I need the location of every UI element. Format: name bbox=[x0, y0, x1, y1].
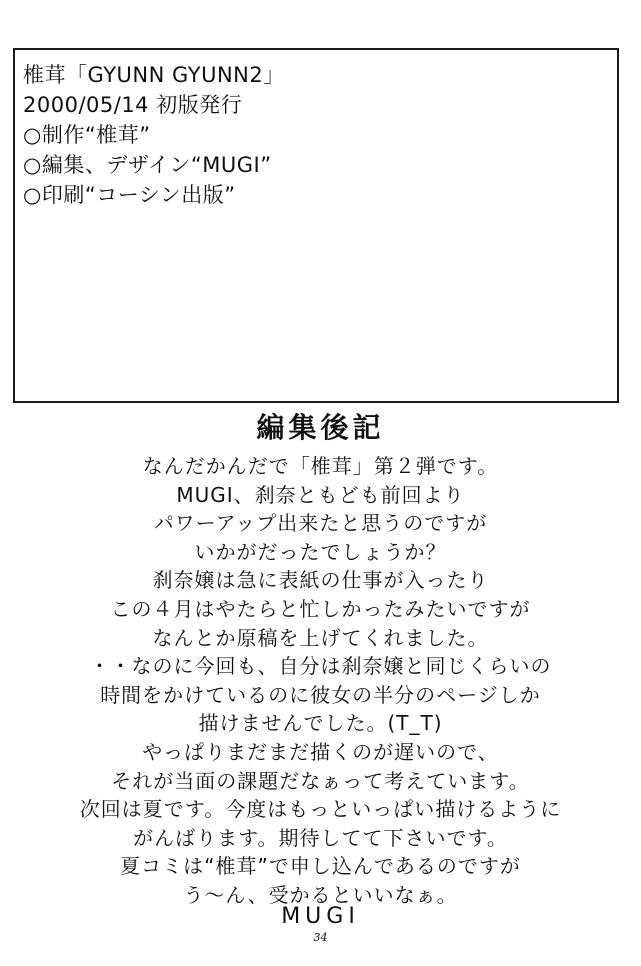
afterword-line: パワーアップ出来たと思うのですが bbox=[153, 511, 488, 536]
colophon-production: ○制作“椎茸” bbox=[23, 123, 151, 147]
afterword-line: ・・なのに今回も、自分は刹奈嬢と同じくらいの bbox=[89, 654, 552, 679]
afterword-body bbox=[0, 452, 641, 910]
afterword-line: MUGI、刹奈ともども前回より bbox=[176, 482, 465, 507]
afterword-line: この４月はやたらと忙しかったみたいですが bbox=[110, 596, 531, 621]
colophon-printing: ○印刷“コーシン出版” bbox=[23, 183, 236, 207]
afterword-line: 夏コミは“椎茸”で申し込んであるのですが bbox=[120, 854, 521, 879]
afterword-line: なんとか原稿を上げてくれました。 bbox=[152, 625, 489, 650]
colophon-editing-design: ○編集、デザイン“MUGI” bbox=[23, 153, 272, 177]
afterword-line: やっぱりまだまだ描くのが遅いので、 bbox=[142, 739, 499, 764]
afterword-line: いかがだったでしょうか？ bbox=[194, 539, 447, 564]
afterword-line: 時間をかけているのに彼女の半分のページしか bbox=[100, 682, 541, 707]
afterword-line: 描けませんでした。(T_T) bbox=[198, 711, 443, 736]
afterword-line: う～ん、受かるといいなぁ。 bbox=[183, 882, 458, 907]
signature: MUGI bbox=[281, 904, 360, 929]
afterword-line: それが当面の課題だなぁって考えています。 bbox=[111, 768, 530, 793]
afterword-line: なんだかんだで「椎茸」第２弾です。 bbox=[142, 454, 499, 478]
afterword-line: がんばります。期待してて下さいです。 bbox=[133, 825, 508, 850]
page-number: 34 bbox=[313, 931, 328, 944]
colophon-box bbox=[13, 48, 619, 403]
afterword-title: 編集後記 bbox=[256, 411, 385, 444]
colophon-title: 椎茸「GYUNN GYUNN2」 bbox=[23, 63, 285, 87]
afterword-line: 次回は夏です。今度はもっといっぱい描けるように bbox=[79, 797, 562, 822]
colophon-publish-date: 2000/05/14 初版発行 bbox=[23, 93, 243, 117]
afterword-line: 刹奈嬢は急に表紙の仕事が入ったり bbox=[152, 568, 489, 593]
